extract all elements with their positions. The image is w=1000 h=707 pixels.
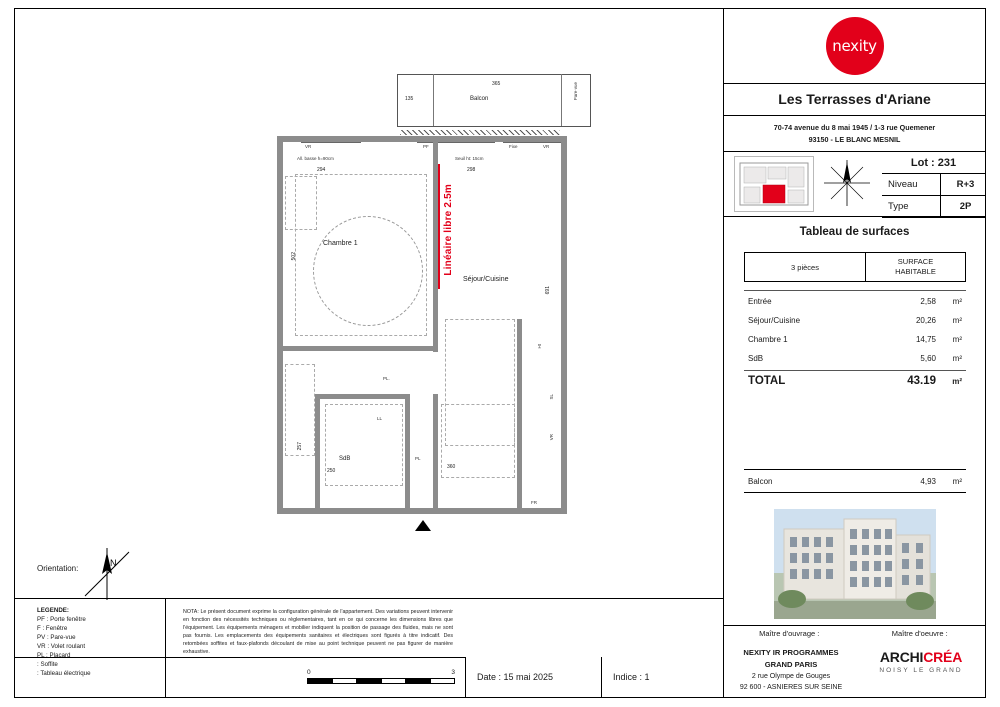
- scale-left-label: 0: [307, 669, 311, 676]
- dim-135: 135: [405, 96, 414, 102]
- mini-plan-thumbnail: [734, 156, 814, 212]
- win-tick-2: [417, 142, 495, 143]
- legend-item-vr: VR : Volet roulant: [37, 642, 86, 650]
- closet-box: [285, 176, 317, 230]
- panel-divider-4: [724, 216, 985, 217]
- scale-bar: [307, 669, 455, 691]
- entry-arrow: [415, 520, 431, 531]
- label-vr-right: VR: [549, 434, 554, 441]
- indice-label: Indice : 1: [613, 672, 650, 682]
- lot-value-type: 2P: [959, 201, 972, 212]
- moa-block: [726, 647, 856, 694]
- surface-value: 2,58: [920, 297, 936, 306]
- orientation-label: Orientation:: [37, 564, 79, 573]
- label-fixe-top: Fixe: [509, 144, 518, 149]
- legend-title: LEGENDE:: [37, 607, 69, 614]
- label-pl-1: PL.: [383, 376, 390, 381]
- surface-unit: m²: [952, 335, 962, 344]
- surfaces-rows: [744, 292, 966, 394]
- annex-value: 4,93: [920, 476, 936, 486]
- annex-unit: m²: [952, 476, 962, 486]
- surface-row: [744, 349, 966, 368]
- surface-unit: m²: [952, 297, 962, 306]
- lot-key-type: Type: [888, 201, 909, 212]
- room-label-sejour: Séjour/Cuisine: [463, 276, 509, 283]
- balcony-edge-right: [590, 74, 591, 126]
- surface-value: 14,75: [915, 335, 936, 344]
- svg-text:N: N: [110, 558, 117, 568]
- surfaces-header-pieces: 3 pièces: [745, 253, 866, 281]
- archicrea-part-a: ARCHI: [879, 649, 924, 665]
- furniture-sdb-box: [325, 404, 403, 486]
- surface-row: [744, 292, 966, 311]
- wall-sdb-top: [315, 394, 410, 399]
- legend-item-soffite: : Soffite: [37, 660, 58, 668]
- dim-257: 257: [297, 442, 303, 451]
- nexity-logo-text: nexity: [826, 17, 884, 75]
- moa-name-1: NEXITY IR PROGRAMMES: [743, 648, 839, 657]
- compass-icon: [77, 544, 137, 604]
- surfaces-header-surface: [866, 253, 965, 281]
- moa-address-2: 92 600 - ASNIERES SUR SEINE: [739, 684, 843, 692]
- linear-measure-line: [438, 164, 440, 289]
- brand-logo: [724, 9, 985, 83]
- lot-value-niveau: R+3: [956, 179, 975, 190]
- room-label-chambre: Chambre 1: [323, 240, 358, 247]
- moa-label: Maître d'ouvrage :: [759, 629, 820, 638]
- label-vr-top-right: VR: [543, 144, 550, 149]
- legend-block: [37, 607, 91, 679]
- wall-kitchen-divider: [517, 319, 522, 514]
- legend-item-pl: PL : Placard: [37, 651, 71, 659]
- dim-360: 360: [447, 464, 456, 470]
- lot-table: [882, 152, 985, 218]
- wall-bottom: [277, 508, 567, 514]
- surfaces-title: Tableau de surfaces: [799, 226, 910, 238]
- surface-value: 5,60: [920, 354, 936, 363]
- lot-number: Lot : 231: [882, 152, 985, 174]
- mini-compass-icon: [820, 156, 874, 210]
- footer-role-labels: [724, 629, 985, 638]
- wall-sdb-left: [315, 394, 320, 514]
- surface-unit: m²: [952, 316, 962, 325]
- surfaces-rule-bottom: [744, 370, 966, 371]
- surfaces-rule-top: [744, 290, 966, 291]
- label-ll: LL: [377, 416, 383, 421]
- wall-left: [277, 136, 283, 514]
- archicrea-part-b: CRÉA: [923, 649, 963, 665]
- surface-total-unit: m²: [952, 376, 962, 386]
- dim-294: 294: [317, 167, 326, 173]
- surface-name: Séjour/Cuisine: [748, 316, 801, 325]
- panel-divider-bottom: [724, 697, 985, 698]
- moe-block: [858, 649, 984, 674]
- balcony-edge-bottom: [397, 126, 591, 127]
- balcony-inner-left: [433, 74, 434, 126]
- label-pl-2: PL: [415, 456, 421, 461]
- program-title: Les Terrasses d'Ariane: [778, 91, 931, 107]
- surface-total-name: TOTAL: [748, 375, 786, 387]
- wall-sdb-right: [405, 394, 410, 514]
- scale-right-label: 3: [451, 669, 455, 676]
- moe-label: Maître d'oeuvre :: [891, 629, 948, 638]
- lot-key-niveau: Niveau: [888, 179, 918, 190]
- swing-arc-1: [313, 216, 423, 326]
- address-line-1: 70-74 avenue du 8 mai 1945 / 1-3 rue Quemener: [773, 123, 936, 132]
- lot-table-separator: [940, 174, 941, 216]
- wall-top-hatched: [400, 130, 560, 135]
- surface-unit: m²: [952, 354, 962, 363]
- label-vr-top-left: VR: [305, 144, 312, 149]
- divider-indice: [601, 657, 602, 697]
- surface-name: SdB: [748, 354, 764, 363]
- wall-partition-horizontal: [283, 346, 438, 351]
- panel-divider-1: [724, 83, 985, 84]
- moa-name-2: GRAND PARIS: [764, 660, 818, 670]
- surface-total-value: 43.19: [907, 375, 936, 387]
- dim-298: 298: [467, 167, 476, 173]
- floor-plan-drawing: [255, 64, 635, 564]
- surface-row: [744, 330, 966, 349]
- panel-divider-2: [724, 115, 985, 116]
- dim-691: 691: [545, 286, 551, 295]
- balcony-edge-left: [397, 74, 398, 126]
- date-label: Date : 15 mai 2025: [477, 672, 554, 682]
- divider-notes: [165, 598, 166, 697]
- surface-total-row: [744, 368, 966, 394]
- surfaces-table-header: [744, 252, 966, 282]
- surfaces-header-line2: HABITABLE: [895, 267, 936, 276]
- annex-name: Balcon: [748, 476, 773, 486]
- label-ht: Ht: [537, 344, 542, 349]
- dim-365: 365: [492, 81, 501, 87]
- win-tick-3: [503, 142, 561, 143]
- annex-surface-row: [744, 469, 966, 493]
- building-photo: [774, 509, 936, 619]
- panel-divider-5: [724, 625, 985, 626]
- room-label-balcon: Balcon: [470, 96, 489, 102]
- label-sl: SL: [549, 394, 554, 400]
- label-seuil: Seuil ht: 15cm: [455, 156, 484, 161]
- surface-row: [744, 311, 966, 330]
- linear-free-note: Linéaire libre 2.5m: [443, 184, 454, 276]
- surface-name: Entrée: [748, 297, 772, 306]
- surfaces-header-line1: SURFACE: [897, 257, 934, 267]
- locator-row: [724, 152, 985, 216]
- scale-bar-graphic: [307, 678, 455, 684]
- legend-item-pf: PF : Porte fenêtre: [37, 615, 86, 623]
- dim-250: 250: [327, 468, 336, 474]
- legend-item-f: F : Fenêtre: [37, 624, 68, 632]
- info-panel: [724, 9, 985, 697]
- label-pf-top: PF: [423, 144, 429, 149]
- address-line-2: 93150 - LE BLANC MESNIL: [808, 134, 901, 144]
- dim-502: 502: [291, 252, 297, 261]
- divider-horizontal: [15, 598, 723, 599]
- legend-item-tableau: : Tableau électrique: [37, 669, 91, 677]
- label-pare-vue: Pare-vue: [573, 82, 578, 101]
- balcony-inner-right: [561, 74, 562, 126]
- lot-row-niveau: [882, 174, 985, 196]
- program-address: [724, 122, 985, 145]
- archicrea-logo: [858, 649, 984, 665]
- label-fr: FR: [531, 500, 537, 505]
- surface-value: 20,26: [915, 316, 936, 325]
- moa-address-1: 2 rue Olympe de Gouges: [751, 673, 831, 681]
- win-tick-1: [301, 142, 361, 143]
- archicrea-sublabel: NOISY LE GRAND: [879, 667, 963, 674]
- surface-name: Chambre 1: [748, 335, 788, 344]
- plan-area: [15, 9, 723, 697]
- wall-entry-right: [433, 394, 438, 514]
- label-all-basse: All. basse h=90cm: [297, 156, 334, 161]
- drawing-sheet: [14, 8, 986, 698]
- room-label-sdb: SdB: [339, 456, 351, 462]
- nota-text: NOTA: Le présent document exprime la configuration générale de l'appartement. Des variations peuvent intervenir en fonction des nécessités techniques ou règlementaires, tant en ce qui concerne les dimensions libres que l'équipement. Les équipements ménagers et mobilier indiquent la position de passage des fluides, mais ne sont pas fournis. Les emplacements des équipements sanitaires et électriques sont figurés à titre indicatif. Des retombées soffites et faux-plafonds découlant de mise au point technique peuvent ne pas figurer de manière exhaustive.: [183, 609, 453, 655]
- wall-right: [561, 136, 567, 514]
- divider-date: [465, 657, 466, 697]
- legend-item-pv: PV : Pare-vue: [37, 633, 76, 641]
- lot-row-type: [882, 196, 985, 218]
